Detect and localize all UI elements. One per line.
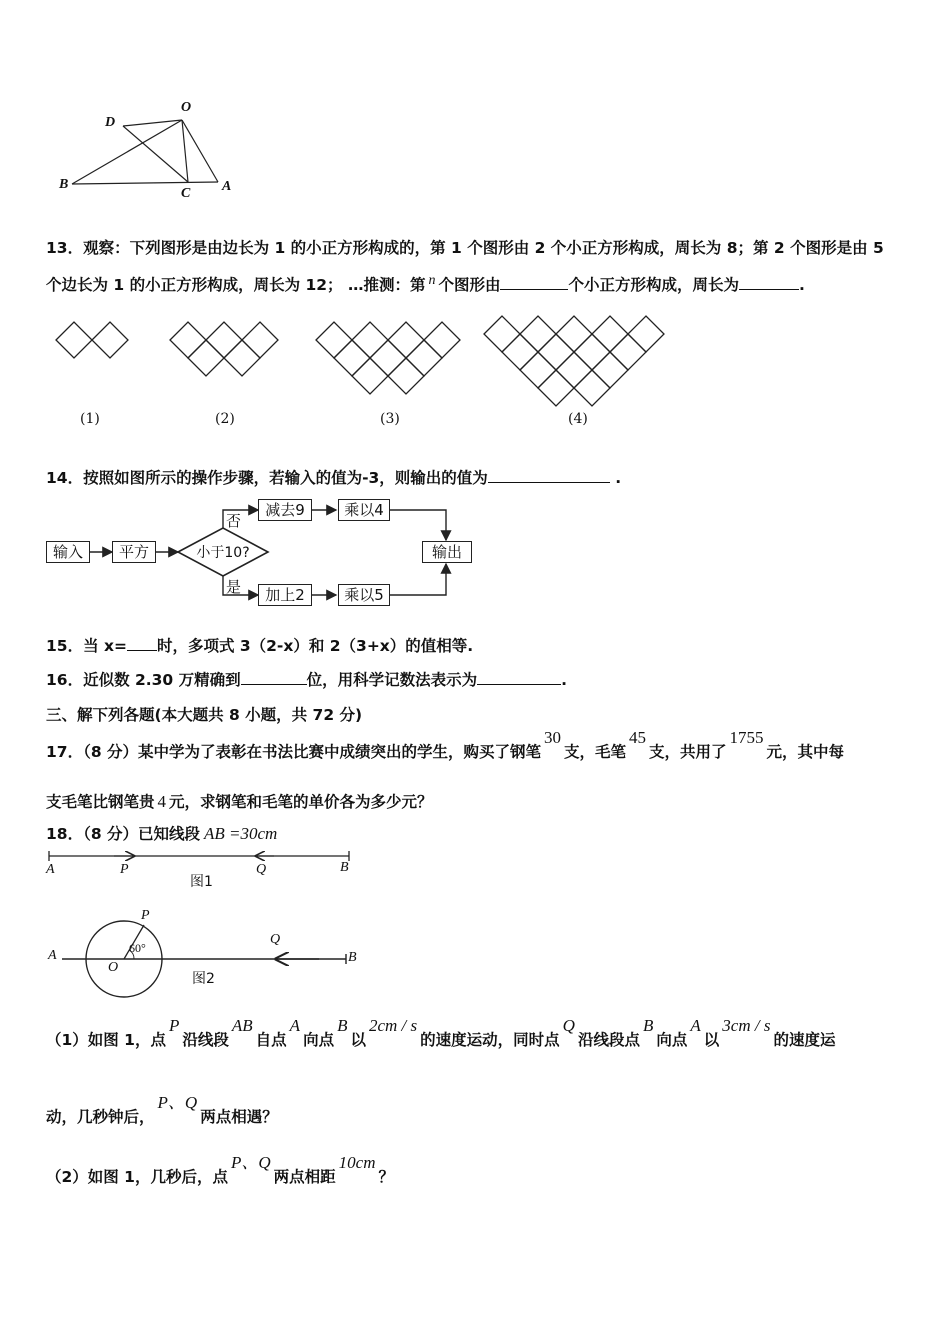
flowchart xyxy=(44,496,484,614)
fig2-P: P xyxy=(141,908,150,923)
label-B: B xyxy=(59,177,69,192)
label-D: D xyxy=(105,115,116,130)
flow-output: 输出 xyxy=(422,541,472,563)
q18-part1-line2: 动，几秒钟后，P、Q两点相遇？ xyxy=(46,1093,278,1126)
q13-line1: 13．观察：下列图形是由边长为 1 的小正方形构成的，第 1 个图形由 2 个小正方形构成，周长为 8；第 2 个图形是由 5 xyxy=(46,239,884,257)
flow-square: 平方 xyxy=(112,541,156,563)
label-C: C xyxy=(181,186,191,201)
flow-input: 输入 xyxy=(46,541,90,563)
fig2-Q: Q xyxy=(270,932,281,947)
figure-1-svg xyxy=(44,846,364,870)
flow-times5: 乘以5 xyxy=(338,584,390,606)
q17-line2: 支毛笔比钢笔贵 4 元，求钢笔和毛笔的单价各为多少元？ xyxy=(46,792,433,811)
flow-no: 否 xyxy=(226,512,242,530)
figure-2-svg xyxy=(44,906,374,1006)
fig1-caption: 图1 xyxy=(190,874,213,890)
q18-head: 18．（8 分）已知线段 AB =30cm xyxy=(46,824,278,843)
q18-part2: （2）如图 1，几秒后，点P、Q两点相距10cm？ xyxy=(46,1153,394,1186)
blank-count xyxy=(500,275,568,290)
fig1-Q: Q xyxy=(256,862,267,877)
triangle-svg xyxy=(55,98,245,208)
fig-label-2: (2) xyxy=(215,411,235,427)
blank-output xyxy=(488,468,610,483)
q17-line1: 17．（8 分）某中学为了表彰在书法比赛中成绩突出的学生，购买了钢笔30支，毛笔45支，共用了1755元，其中每 xyxy=(46,728,845,761)
q13-line2: 个边长为 1 的小正方形构成，周长为 12； …推测：第 n 个图形由 个小正方形构成，周长为 . xyxy=(46,273,805,294)
q14-text: 14．按照如图所示的操作步骤，若输入的值为-3，则输出的值为 . xyxy=(46,469,622,487)
label-A: A xyxy=(222,179,232,194)
fig2-angle: 60° xyxy=(129,941,146,955)
blank-perimeter xyxy=(739,275,799,290)
flow-times4: 乘以4 xyxy=(338,499,390,521)
blank-x xyxy=(127,636,157,651)
fig1-A: A xyxy=(46,862,55,877)
fig2-B: B xyxy=(348,950,357,965)
figure-2 xyxy=(44,906,374,1006)
flow-condition: 小于10? xyxy=(196,545,250,561)
square-patterns-svg xyxy=(40,308,700,408)
figure-1 xyxy=(44,846,364,892)
q16-text: 16．近似数 2.30 万精确到 位，用科学记数法表示为 . xyxy=(46,671,568,689)
label-O: O xyxy=(181,100,192,115)
ab-expr: AB =30cm xyxy=(204,824,278,843)
blank-sci xyxy=(477,670,561,685)
fig2-O: O xyxy=(108,960,119,975)
section-3-title: 三、解下列各题(本大题共 8 小题，共 72 分) xyxy=(46,706,363,724)
fig-label-3: (3) xyxy=(380,411,400,427)
q15-text: 15．当 x= 时，多项式 3（2-x）和 2（3+x）的值相等. xyxy=(46,637,474,655)
blank-place xyxy=(241,670,307,685)
triangle-figure xyxy=(55,98,245,208)
fig-label-1: (1) xyxy=(80,411,100,427)
flow-plus2: 加上2 xyxy=(258,584,312,606)
fig1-B: B xyxy=(340,860,349,875)
fig2-A: A xyxy=(48,948,57,963)
flow-yes: 是 xyxy=(226,578,242,596)
q18-part1-line1: （1）如图 1，点P沿线段AB自点A向点B以2cm / s的速度运动，同时点Q沿线段点B向点A以3cm / s的速度运 xyxy=(46,1016,836,1049)
var-n: n xyxy=(428,273,436,288)
fig-label-4: (4) xyxy=(568,411,588,427)
fig2-caption: 图2 xyxy=(192,971,215,987)
fig1-P: P xyxy=(120,862,129,877)
square-patterns xyxy=(40,308,700,438)
flow-minus9: 减去9 xyxy=(258,499,312,521)
